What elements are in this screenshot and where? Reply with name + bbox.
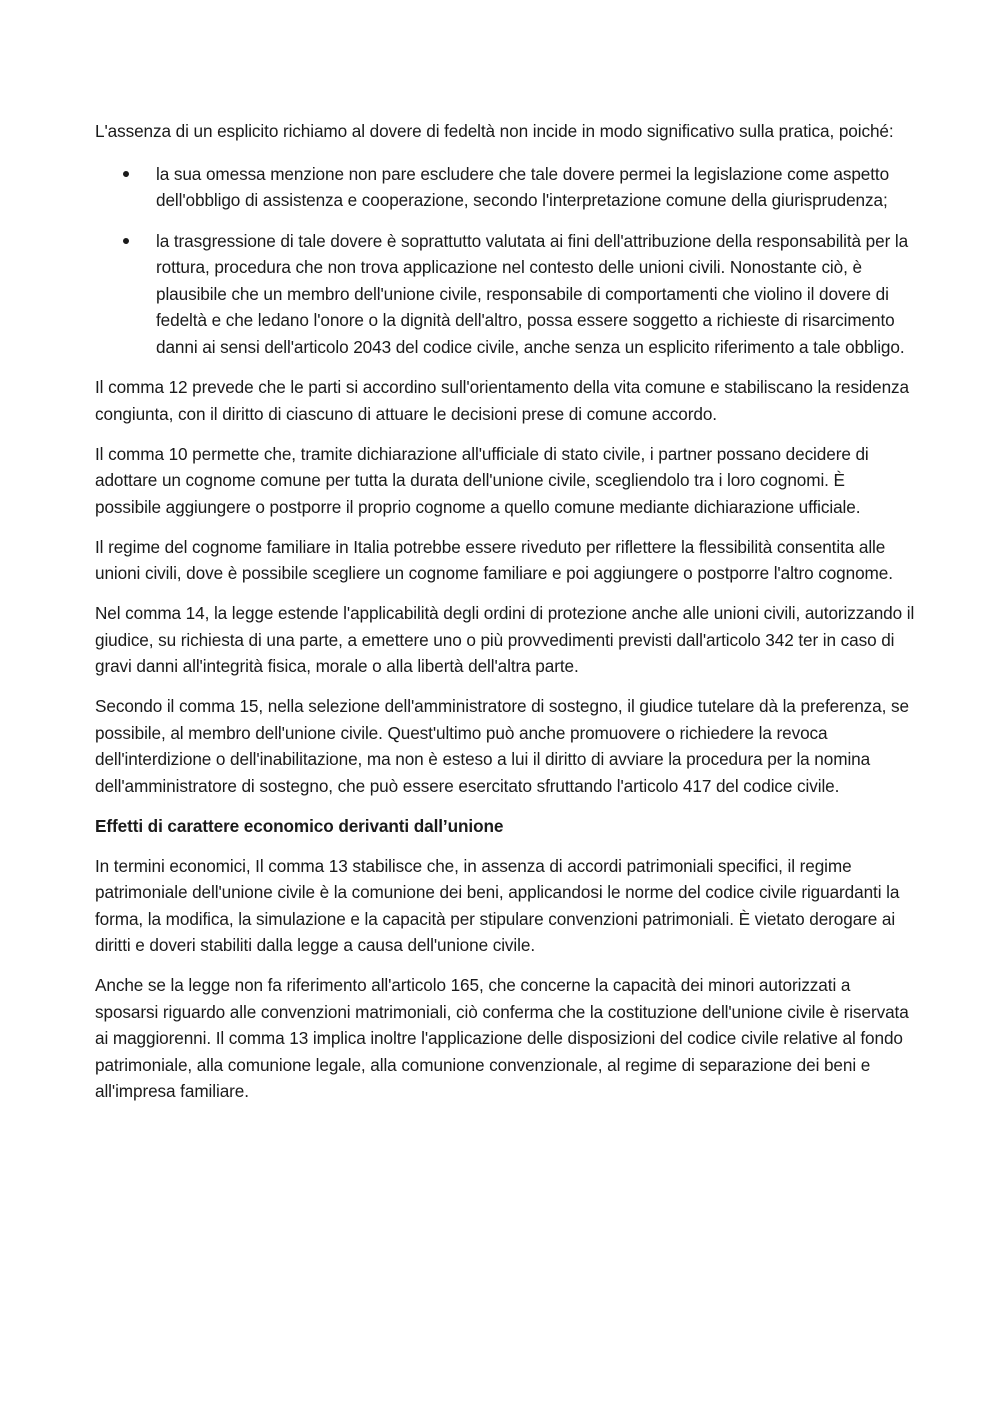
paragraph-comma-12: Il comma 12 prevede che le parti si accordino sull'orientamento della vita comune e stabiliscano la residenza congiunta, con il diritto di ciascuno di attuare le decisioni prese di comune accordo. bbox=[95, 377, 910, 424]
intro-paragraph: L'assenza di un esplicito richiamo al dovere di fedeltà non incide in modo significativo sulla pratica, poiché: bbox=[95, 121, 894, 141]
bullet-icon bbox=[123, 171, 129, 177]
paragraph-comma-10: Il comma 10 permette che, tramite dichiarazione all'ufficiale di stato civile, i partner possano decidere di adottare un cognome comune per tutta la durata dell'unione civile, scegliendolo tra i loro cognomi. È possibile aggiungere o postporre il proprio cognome a quello comune mediante dichiarazione ufficiale. bbox=[95, 443, 869, 517]
paragraph-comma-15: Secondo il comma 15, nella selezione dell'amministratore di sostegno, il giudice tutelare dà la preferenza, se possibile, al membro dell'unione civile. Quest'ultimo può anche promuovere o richiedere la revoca dell'interdizione o dell'inabilitazione, ma non è esteso a lui il diritto di avviare la procedura per la nomina dell'amministratore di sostegno, che può essere esercitato sfruttando l'articolo 417 del codice civile. bbox=[95, 696, 909, 796]
paragraph-cognome-familiare: Il regime del cognome familiare in Italia potrebbe essere riveduto per riflettere la flessibilità consentita alle unioni civili, dove è possibile scegliere un cognome familiare e poi aggiungere o postporre l'altro cognome. bbox=[95, 536, 893, 583]
document-page bbox=[95, 118, 915, 1118]
list-item bbox=[95, 161, 915, 214]
section-heading: Effetti di carattere economico derivanti dall’unione bbox=[95, 815, 504, 836]
bullet-list bbox=[95, 161, 915, 361]
paragraph-articolo-165: Anche se la legge non fa riferimento all'articolo 165, che concerne la capacità dei minori autorizzati a sposarsi riguardo alle convenzioni matrimoniali, ciò conferma che la costituzione dell'unione civile è riservata ai maggiorenni. Il comma 13 implica inoltre l'applicazione delle disposizioni del codice civile relative al fondo patrimoniale, alla comunione legale, alla comunione convenzionale, al regime di separazione dei beni e all'impresa familiare. bbox=[95, 975, 909, 1101]
list-item-text: la sua omessa menzione non pare escludere che tale dovere permei la legislazione come aspetto dell'obbligo di assistenza e cooperazione, secondo l'interpretazione comune della giurisprudenza; bbox=[156, 163, 890, 210]
paragraph-comma-14: Nel comma 14, la legge estende l'applicabilità degli ordini di protezione anche alle unioni civili, autorizzando il giudice, su richiesta di una parte, a emettere uno o più provvedimenti previsti dall'articolo 342 ter in caso di gravi danni all'integrità fisica, morale o alla libertà dell'altra parte. bbox=[95, 603, 915, 676]
bullet-icon bbox=[123, 238, 129, 244]
paragraph-comma-13: In termini economici, Il comma 13 stabilisce che, in assenza di accordi patrimoniali specifici, il regime patrimoniale dell'unione civile è la comunione dei beni, applicandosi le norme del codice civile riguardanti la forma, la modifica, la simulazione e la capacità per stipulare convenzioni patrimoniali. È vietato derogare ai diritti e doveri stabiliti dalla legge a causa dell'unione civile. bbox=[95, 855, 900, 955]
list-item bbox=[95, 228, 915, 361]
list-item-text: la trasgressione di tale dovere è soprattutto valutata ai fini dell'attribuzione della responsabilità per la rottura, procedura che non trova applicazione nel contesto delle unioni civili. Nonostante ciò, è plausibile che un membro dell'unione civile, responsabile di comportamenti che violino il dovere di fedeltà e che ledano l'onore o la dignità dell'altro, possa essere soggetto a richieste di risarcimento danni ai sensi dell'articolo 2043 del codice civile, anche senza un esplicito riferimento a tale obbligo. bbox=[156, 230, 909, 357]
